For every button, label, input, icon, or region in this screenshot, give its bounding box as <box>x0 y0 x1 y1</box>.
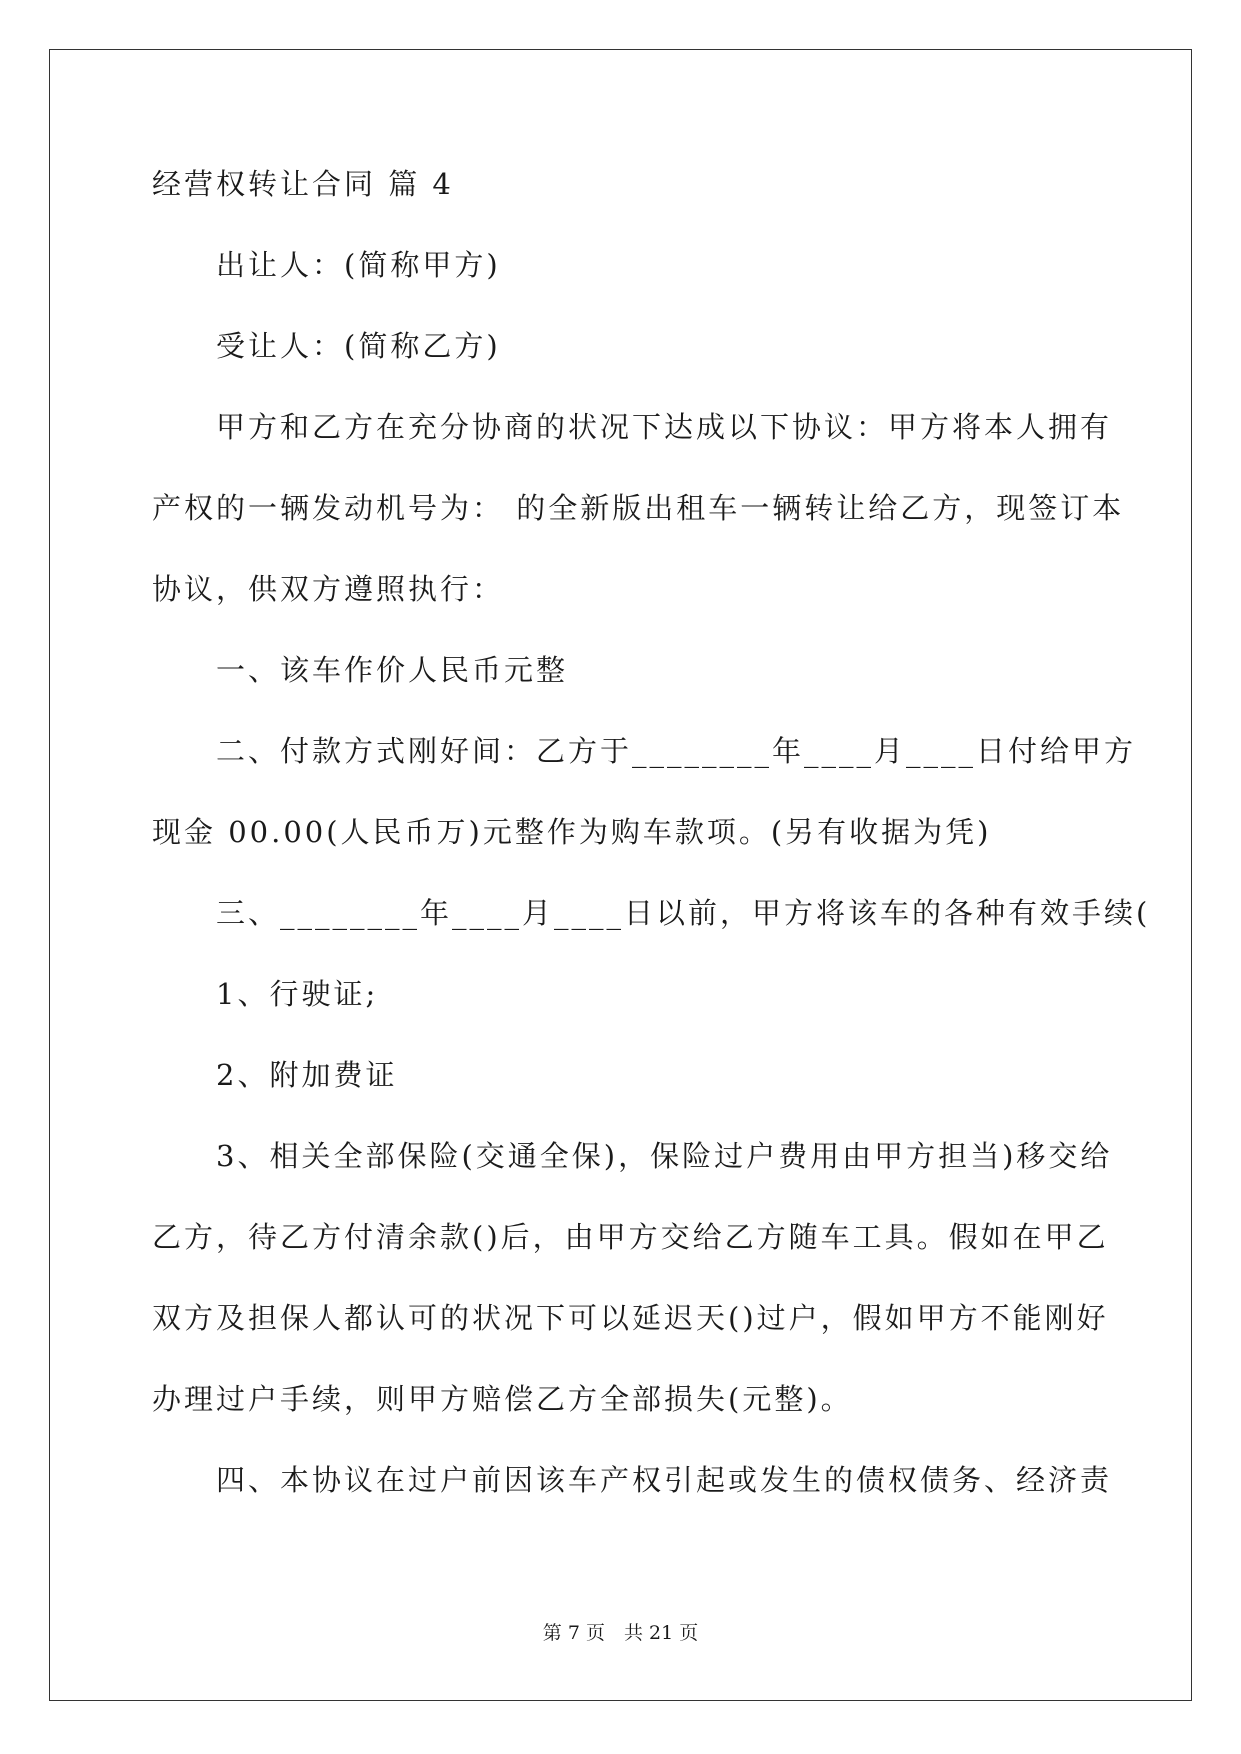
paragraph-line: 3、相关全部保险(交通全保)，保险过户费用由甲方担当)移交给 <box>216 1139 1113 1173</box>
page-number: 第 7 页 共 21 页 <box>542 1622 699 1644</box>
paragraph-line: 一、该车作价人民币元整 <box>216 653 569 687</box>
paragraph-line: 2、附加费证 <box>216 1058 398 1092</box>
paragraph-line: 三、________年____月____日以前，甲方将该车的各种有效手续( <box>216 896 1151 930</box>
document-body <box>152 165 1151 1500</box>
paragraph-line: 1、行驶证; <box>216 977 379 1011</box>
paragraph-line: 产权的一辆发动机号为： 的全新版出租车一辆转让给乙方，现签订本 <box>152 491 1125 525</box>
document-title: 经营权转让合同 篇 4 <box>152 167 454 201</box>
paragraph-line: 受让人：(简称乙方) <box>216 329 501 363</box>
paragraph-line: 四、本协议在过户前因该车产权引起或发生的债权债务、经济责 <box>216 1463 1113 1497</box>
paragraph-line: 甲方和乙方在充分协商的状况下达成以下协议：甲方将本人拥有 <box>216 410 1113 444</box>
paragraph-line: 双方及担保人都认可的状况下可以延迟天()过户，假如甲方不能刚好 <box>152 1301 1109 1335</box>
paragraph-line: 协议，供双方遵照执行： <box>152 572 505 606</box>
paragraph-line: 二、付款方式刚好间：乙方于________年____月____日付给甲方 <box>216 734 1137 768</box>
paragraph-line: 现金 00.00(人民币万)元整作为购车款项。(另有收据为凭) <box>152 815 992 849</box>
paragraph-line: 乙方，待乙方付清余款()后，由甲方交给乙方随车工具。假如在甲乙 <box>152 1220 1109 1254</box>
paragraph-line: 办理过户手续，则甲方赔偿乙方全部损失(元整)。 <box>152 1382 853 1416</box>
paragraph-line: 出让人：(简称甲方) <box>216 248 501 282</box>
